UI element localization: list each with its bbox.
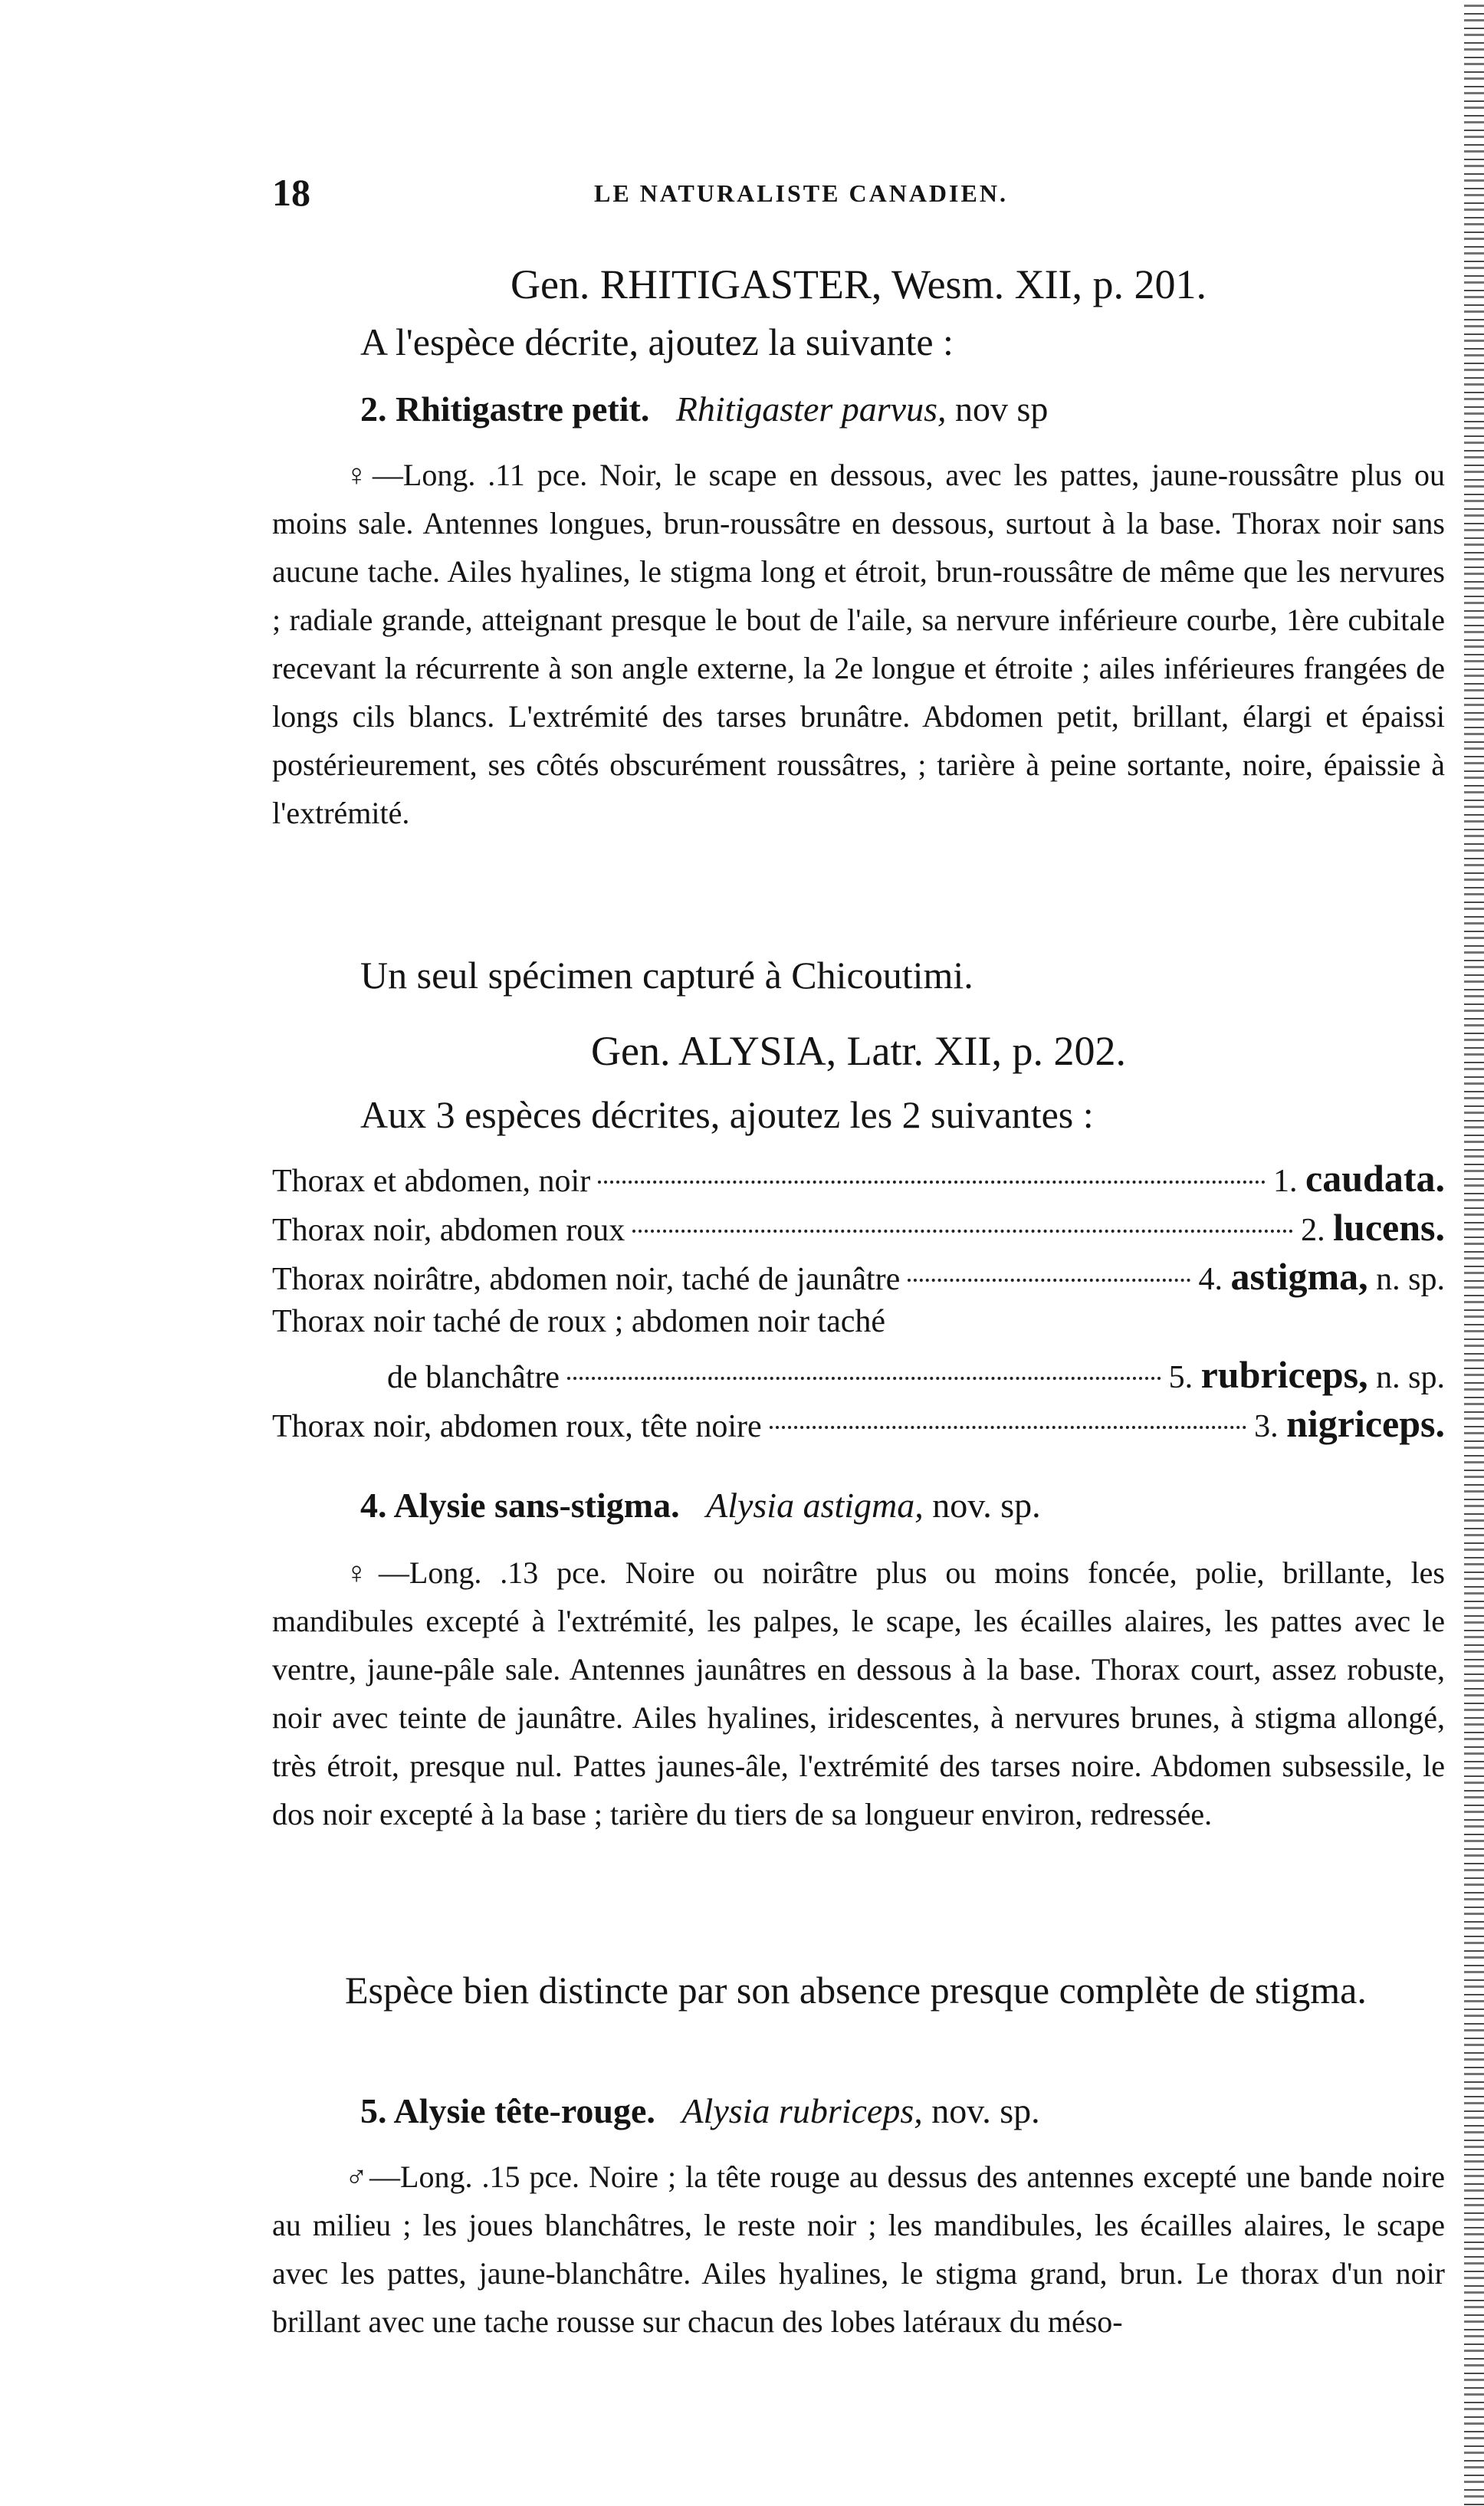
- key-species: nigriceps.: [1286, 1402, 1445, 1445]
- species-title: 5. Alysie tête-rouge.: [360, 2091, 655, 2130]
- key-number: 4.: [1198, 1262, 1223, 1297]
- species-latin-name: Rhitigaster parvus,: [675, 389, 947, 429]
- key-species: astigma,: [1230, 1255, 1368, 1298]
- key-text: Thorax noir, abdomen roux: [272, 1213, 625, 1248]
- species-4-remark: Espèce bien distincte par son absence presque complète de stigma.: [345, 1969, 1367, 2012]
- species-5-title-line: [360, 2087, 1445, 2135]
- key-row: [272, 1156, 1445, 1204]
- rhitigaster-species-line: [360, 385, 1445, 433]
- key-text: Thorax et abdomen, noir: [272, 1164, 591, 1199]
- key-row: [272, 1401, 1445, 1449]
- key-number: 2.: [1301, 1213, 1325, 1248]
- key-leader-dots: [632, 1230, 1293, 1233]
- running-title: LE NATURALISTE CANADIEN.: [594, 179, 1008, 207]
- species-5-description: ♂—Long. .15 pce. Noire ; la tête rouge au dessus des antennes excepté une bande noire au milieu ; les joues blanchâtres, le reste noir ; les mandibules, les écailles alaires, le scape avec les pattes, jaune-blanchâtre. Ailes hyalines, le stigma grand, brun. Le thorax d'un noir brillant avec une tache rousse sur chacun des lobes latéraux du méso-: [272, 2159, 1445, 2339]
- key-row: [272, 1303, 1445, 1351]
- species-4-description: ♀—Long. .13 pce. Noire ou noirâtre plus ou moins foncée, polie, brillante, les mandibules excepté à l'extrémité, les palpes, le scape, les écailles alaires, les pattes avec le ventre, jaune-pâle sale. Antennes jaunâtres en dessous à la base. Thorax court, assez robuste, noir avec teinte de jaunâtre. Ailes hyalines, iridescentes, à nervures brunes, à stigma allongé, très étroit, presque nul. Pattes jaunes-âle, l'extrémité des tarses noire. Abdomen subsessile, le dos noir excepté à la base ; tarière du tiers de sa longueur environ, redressée.: [272, 1555, 1445, 1831]
- key-text: Thorax noir taché de roux ; abdomen noir taché: [272, 1304, 886, 1339]
- key-species: caudata.: [1305, 1157, 1445, 1200]
- key-row: [272, 1254, 1445, 1302]
- key-number: 5.: [1168, 1360, 1193, 1395]
- page-header: [272, 170, 1123, 216]
- rhitigaster-remark: Un seul spécimen capturé à Chicoutimi.: [360, 954, 973, 997]
- rhitigaster-intro: A l'espèce décrite, ajoutez la suivante :: [360, 320, 954, 363]
- key-species: lucens.: [1333, 1206, 1445, 1249]
- species-note: nov. sp.: [932, 1486, 1041, 1525]
- key-leader-dots: [908, 1279, 1190, 1282]
- key-text: de blanchâtre: [387, 1360, 560, 1395]
- key-note: n. sp.: [1376, 1360, 1445, 1395]
- key-text: Thorax noirâtre, abdomen noir, taché de jaunâtre: [272, 1262, 901, 1297]
- key-row: [387, 1352, 1445, 1400]
- species-latin-name: Alysia rubriceps,: [681, 2091, 923, 2130]
- species-title: 2. Rhitigastre petit.: [360, 389, 650, 429]
- species-note: nov. sp.: [931, 2091, 1040, 2130]
- genus-rhitigaster-heading: Gen. RHITIGASTER, Wesm. XII, p. 201.: [510, 261, 1207, 307]
- key-row: [272, 1205, 1445, 1253]
- alysia-intro: Aux 3 espèces décrites, ajoutez les 2 suivantes :: [360, 1093, 1094, 1136]
- rhitigaster-description: ♀—Long. .11 pce. Noir, le scape en dessous, avec les pattes, jaune-roussâtre plus ou moins sale. Antennes longues, brun-roussâtre en dessous, surtout à la base. Thorax noir sans aucune tache. Ailes hyalines, le stigma long et étroit, brun-roussâtre de même que les nervures ; radiale grande, atteignant presque le bout de l'aile, sa nervure inférieure courbe, 1ère cubitale recevant la récurrente à son angle externe, la 2e longue et étroite ; ailes inférieures frangées de longs cils blancs. L'extrémité des tarses brunâtre. Abdomen petit, brillant, élargi et épaissi postérieurement, ses côtés obscurément roussâtres, ; tarière à peine sortante, noire, épaissie à l'extrémité.: [272, 458, 1445, 830]
- key-number: 1.: [1273, 1164, 1298, 1199]
- page-edge-shadow: [1464, 0, 1484, 2506]
- species-note: nov sp: [955, 389, 1049, 429]
- key-text: Thorax noir, abdomen roux, tête noire: [272, 1409, 762, 1444]
- key-number: 3.: [1254, 1409, 1279, 1444]
- species-latin-name: Alysia astigma,: [706, 1486, 924, 1525]
- key-species: rubriceps,: [1200, 1353, 1368, 1396]
- key-leader-dots: [598, 1181, 1266, 1184]
- page-number: 18: [272, 171, 310, 214]
- key-note: n. sp.: [1376, 1262, 1445, 1297]
- species-4-title-line: [360, 1481, 1445, 1529]
- species-title: 4. Alysie sans-stigma.: [360, 1486, 680, 1525]
- key-leader-dots: [567, 1377, 1161, 1380]
- genus-alysia-heading: Gen. ALYSIA, Latr. XII, p. 202.: [591, 1028, 1126, 1074]
- key-leader-dots: [770, 1426, 1246, 1429]
